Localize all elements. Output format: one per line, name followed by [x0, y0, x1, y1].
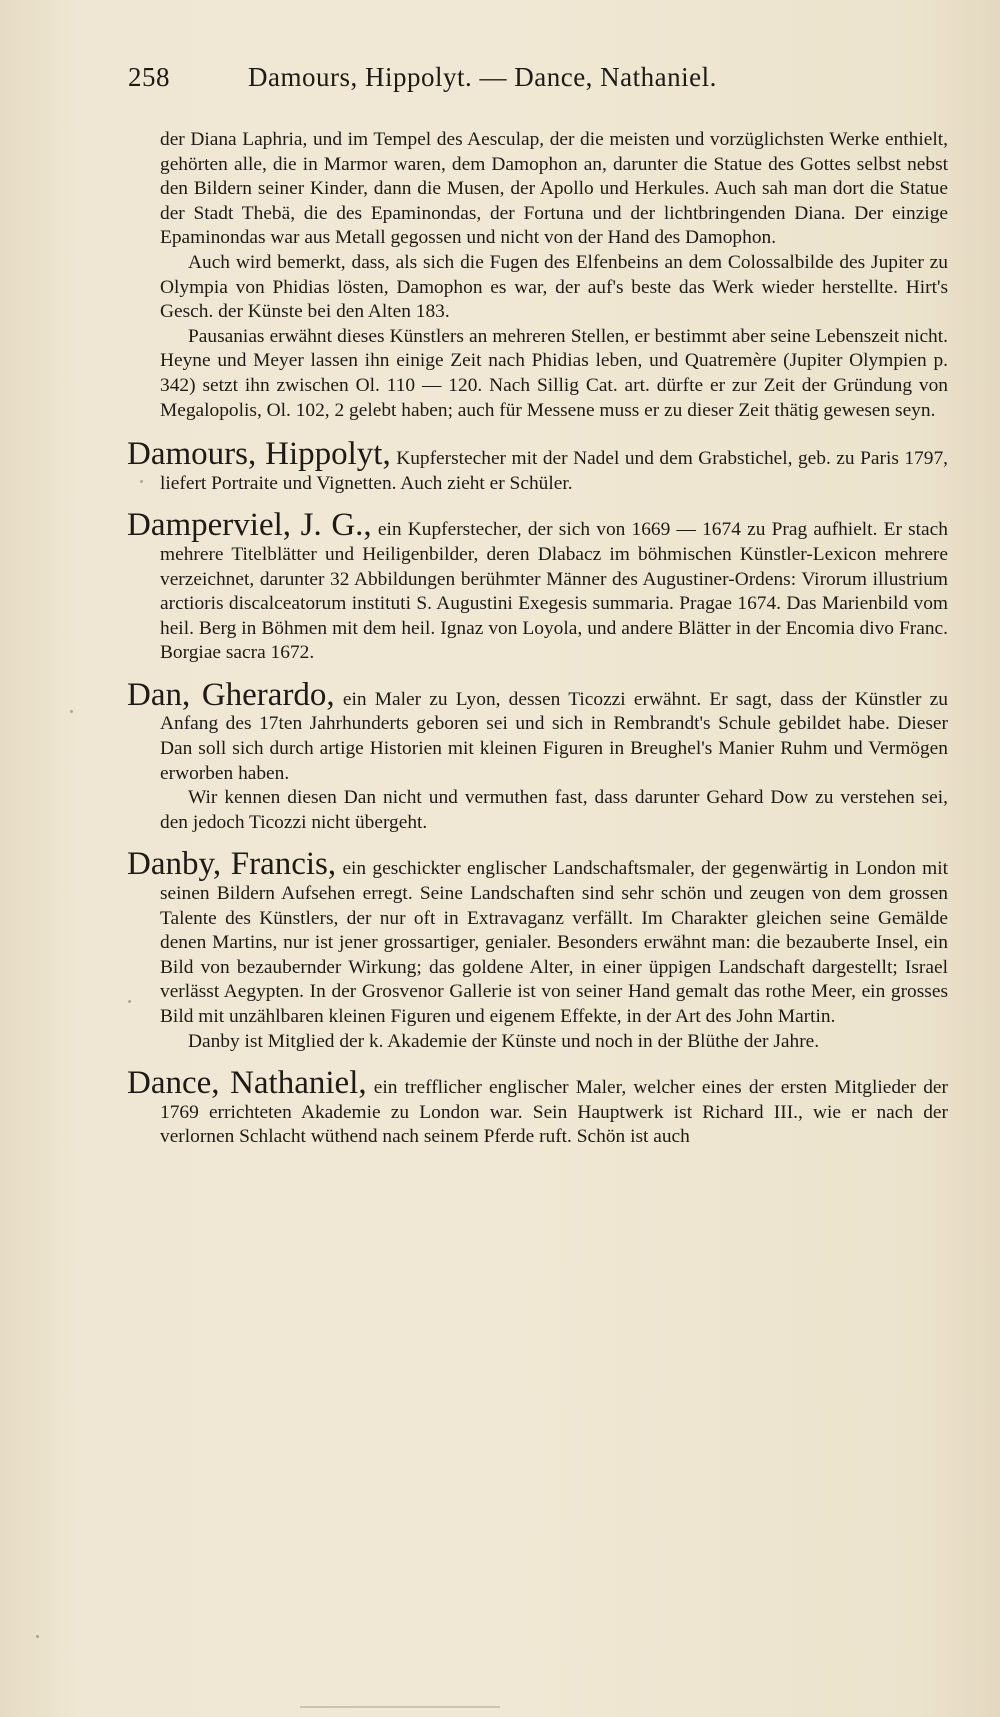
paragraph: Wir kennen diesen Dan nicht und vermuthen fast, dass darunter Gehard Dow zu verstehen sei, den jedoch Ticozzi nicht übergeht. — [160, 787, 948, 833]
paragraph: Auch wird bemerkt, dass, als sich die Fugen des Elfenbeins an dem Colossalbilde des Jupiter zu Olympia von Phidias lösten, Damophon es war, der auf's beste das Werk wieder herstellte. Hirt's Gesch. der Künste bei den Alten 183. — [160, 251, 948, 323]
page-header — [128, 62, 848, 98]
entry-damours — [127, 436, 948, 496]
entry-text: ein Kupferstecher, der sich von 1669 — 1674 zu Prag aufhielt. Er stach mehrere Titelblätter und Heiligenbilder, deren Dlabacz im böhmischen Künstler-Lexicon mehrere verzeichnet, darunter 32 Abbildungen berühmter Männer des Augustiner-Ordens: Virorum illustrium arctioris discalceatorum instituti S. Augustini Exegesis summaria. Pragae 1674. Das Marienbild vom heil. Berg in Böhmen mit dem heil. Ignaz von Loyola, und andere Blätter in der Encomia divo Franc. Borgiae sacra 1672. — [160, 519, 948, 664]
paper-speck — [36, 1635, 39, 1638]
entry-text: Kupferstecher mit der Nadel und dem Grabstichel, geb. zu Paris 1797, liefert Portraite und Vignetten. Auch zieht er Schüler. — [160, 448, 948, 494]
paper-speck — [70, 710, 73, 713]
paragraph-continuation: der Diana Laphria, und im Tempel des Aesculap, der die meisten und vorzüglichsten Werke enthielt, gehörten alle, die in Marmor waren, dem Damophon an, darunter die Statue des Gottes selbst nebst den Bildern seiner Kinder, dann die Musen, der Apollo und Herkules. Auch sah man dort die Statue der Stadt Thebä, die des Epaminondas, der Fortuna und der lichtbringenden Diana. Der einzige Epaminondas war aus Metall gegossen und nicht von der Hand des Damophon. — [160, 129, 948, 249]
entry-headword: Dan, Gherardo, — [127, 676, 335, 713]
running-title: Damours, Hippolyt. — Dance, Nathaniel. — [248, 62, 717, 92]
entry-dance — [127, 1065, 948, 1150]
entry-damperviel — [127, 507, 948, 666]
paragraph: Danby ist Mitglied der k. Akademie der Künste und noch in der Blüthe der Jahre. — [188, 1030, 820, 1052]
entry-text: ein geschickter englischer Landschaftsmaler, der gegenwärtig in London mit seinen Bildern Aufsehen erregt. Seine Landschaften sind sehr schön und zeugen von dem grossen Talente des Künstlers, der nur oft in Extravaganz verfällt. Im Charakter gleichen seine Gemälde denen Martins, nur ist jener grossartiger, genialer. Besonders erwähnt man: die bezauberte Insel, ein Bild von bezaubernder Wirkung; das goldene Alter, in einer üppigen Landschaft dargestellt; Israel verlässt Aegypten. In der Grosvenor Gallerie ist von seiner Hand gemalt das rothe Meer, ein grosses Bild mit unzählbaren kleinen Figuren und eigenem Effekte, in der Art des John Martin. — [160, 858, 948, 1027]
paper-speck — [140, 480, 143, 483]
entry-headword: Danby, Francis, — [127, 846, 337, 883]
entry-headword: Damours, Hippolyt, — [127, 436, 391, 473]
entry-text: ein trefflicher englischer Maler, welcher eines der ersten Mitglieder der 1769 errichteten Akademie zu London war. Sein Hauptwerk ist Richard III., wie er nach der verlornen Schlacht wüthend nach seinem Pferde ruft. Schön ist auch — [160, 1077, 948, 1148]
entry-headword: Dance, Nathaniel, — [127, 1065, 367, 1102]
paper-speck — [128, 1000, 131, 1003]
bottom-edge-mark — [300, 1706, 500, 1708]
page-body — [127, 128, 948, 1150]
entry-headword: Damperviel, J. G., — [127, 507, 372, 544]
entry-text: ein Maler zu Lyon, dessen Ticozzi erwähnt. Er sagt, dass der Künstler zu Anfang des 17ten Jahrhunderts geboren sei und sich in Rembrandt's Schule gebildet habe. Dieser Dan soll sich durch artige Historien mit kleinen Figuren in Breughel's Manier Ruhm und Vermögen erworben haben. — [160, 688, 948, 784]
entry-dan — [127, 676, 948, 786]
entry-danby — [127, 846, 948, 1029]
page-number: 258 — [128, 62, 170, 92]
paragraph: Pausanias erwähnt dieses Künstlers an mehreren Stellen, er bestimmt aber seine Lebenszeit nicht. Heyne und Meyer lassen ihn einige Zeit nach Phidias leben, und Quatremère (Jupiter Olympien p. 342) setzt ihn zwischen Ol. 110 — 120. Nach Sillig Cat. art. dürfte er zur Zeit der Gründung von Megalopolis, Ol. 102, 2 gelebt haben; auch für Messene muss er zu dieser Zeit thätig gewesen seyn. — [160, 325, 948, 421]
